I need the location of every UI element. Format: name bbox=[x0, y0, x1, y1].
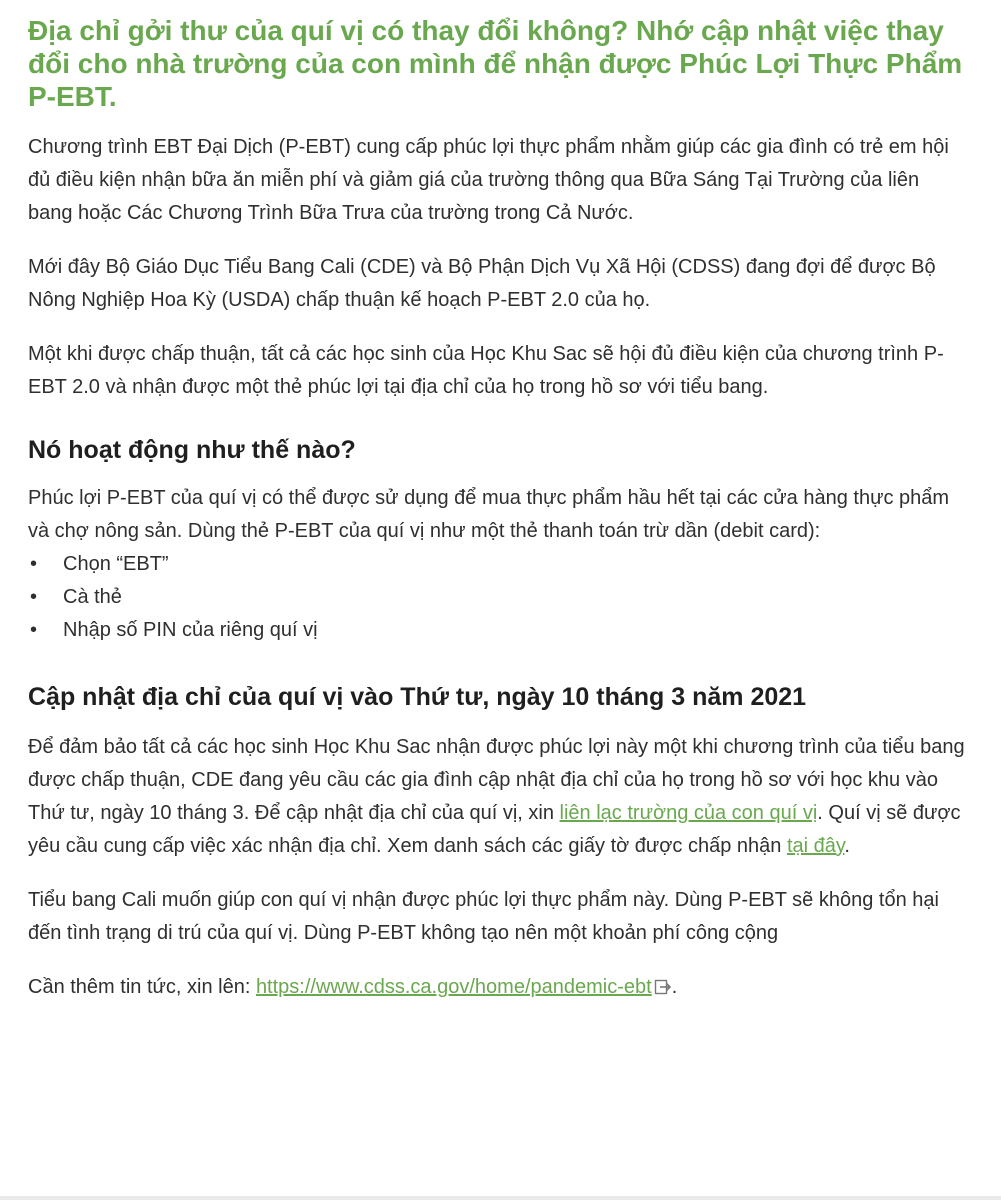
list-item bbox=[28, 548, 1001, 581]
list-item-label: Nhập số PIN của riêng quí vị bbox=[63, 619, 318, 641]
pandemic-ebt-link[interactable]: https://www.cdss.ca.gov/home/pandemic-ebt bbox=[255, 976, 652, 998]
bullet-icon: • bbox=[30, 619, 38, 641]
more-info-suffix: . bbox=[671, 976, 678, 998]
list-item-label: Chọn “EBT” bbox=[63, 553, 169, 575]
list-item-label: Cà thẻ bbox=[63, 586, 122, 608]
intro-paragraph-2: Mới đây Bộ Giáo Dục Tiểu Bang Cali (CDE) và Bộ Phận Dịch Vụ Xã Hội (CDSS) đang đợi để được Bộ Nông Nghiệp Hoa Kỳ (USDA) chấp thuận kế hoạch P-EBT 2.0 của họ. bbox=[28, 256, 936, 311]
external-link-icon[interactable] bbox=[654, 974, 672, 1007]
intro-paragraph-1: Chương trình EBT Đại Dịch (P-EBT) cung cấp phúc lợi thực phẩm nhằm giúp các gia đình có trẻ em hội đủ điều kiện nhận bữa ăn miễn phí và giảm giá của trường thông qua Bữa Sáng Tại Trường của liên bang hoặc Các Chương Trình Bữa Trưa của trường trong Cả Nước. bbox=[28, 136, 949, 224]
list-item bbox=[28, 614, 1001, 647]
bottom-divider bbox=[0, 1196, 1001, 1200]
list-item bbox=[28, 581, 1001, 614]
how-it-works-paragraph: Phúc lợi P-EBT của quí vị có thể được sử dụng để mua thực phẩm hầu hết tại các cửa hàng thực phẩm và chợ nông sản. Dùng thẻ P-EBT của quí vị như một thẻ thanh toán trừ dần (debit card): bbox=[28, 487, 950, 542]
update-text-end: . bbox=[844, 835, 850, 857]
more-info-prefix: Cần thêm tin tức, xin lên: bbox=[28, 976, 256, 998]
steps-list bbox=[28, 548, 1001, 647]
update-address-heading: Cập nhật địa chỉ của quí vị vào Thứ tư, ngày 10 tháng 3 năm 2021 bbox=[28, 683, 807, 711]
accepted-documents-link[interactable]: tại đây bbox=[786, 835, 845, 857]
how-it-works-heading: Nó hoạt động như thế nào? bbox=[28, 436, 356, 464]
more-info-paragraph bbox=[28, 971, 968, 1007]
update-text-start: Để đảm bảo tất cả các học sinh Học Khu Sac nhận được phúc lợi này một khi chương trình của tiểu bang được chấp thuận, CDE đang yêu cầu các gia đình cập nhật địa chỉ của họ trong hồ sơ với học khu vào Thứ tư, ngày 10 tháng 3. Để cập nhật địa chỉ của quí vị, xin bbox=[28, 736, 965, 824]
bullet-icon: • bbox=[30, 586, 38, 608]
update-text-middle: . Quí vị sẽ được yêu cầu cung cấp việc xác nhận địa chỉ. Xem danh sách các giấy tờ được chấp nhận bbox=[28, 802, 961, 857]
immigration-paragraph: Tiểu bang Cali muốn giúp con quí vị nhận được phúc lợi thực phẩm này. Dùng P-EBT sẽ không tổn hại đến tình trạng di trú của quí vị. Dùng P-EBT không tạo nên một khoản phí công cộng bbox=[28, 889, 939, 944]
bullet-icon: • bbox=[30, 553, 38, 575]
intro-paragraph-3: Một khi được chấp thuận, tất cả các học sinh của Học Khu Sac sẽ hội đủ điều kiện của chương trình P-EBT 2.0 và nhận được một thẻ phúc lợi tại địa chỉ của họ trong hồ sơ với tiểu bang. bbox=[28, 343, 944, 398]
contact-school-link[interactable]: liên lạc trường của con quí vị bbox=[559, 802, 818, 824]
page-title: Địa chỉ gởi thư của quí vị có thay đổi không? Nhớ cập nhật việc thay đổi cho nhà trường của con mình để nhận được Phúc Lợi Thực Phẩm P-EBT. bbox=[28, 15, 963, 112]
update-address-paragraph bbox=[28, 731, 968, 863]
